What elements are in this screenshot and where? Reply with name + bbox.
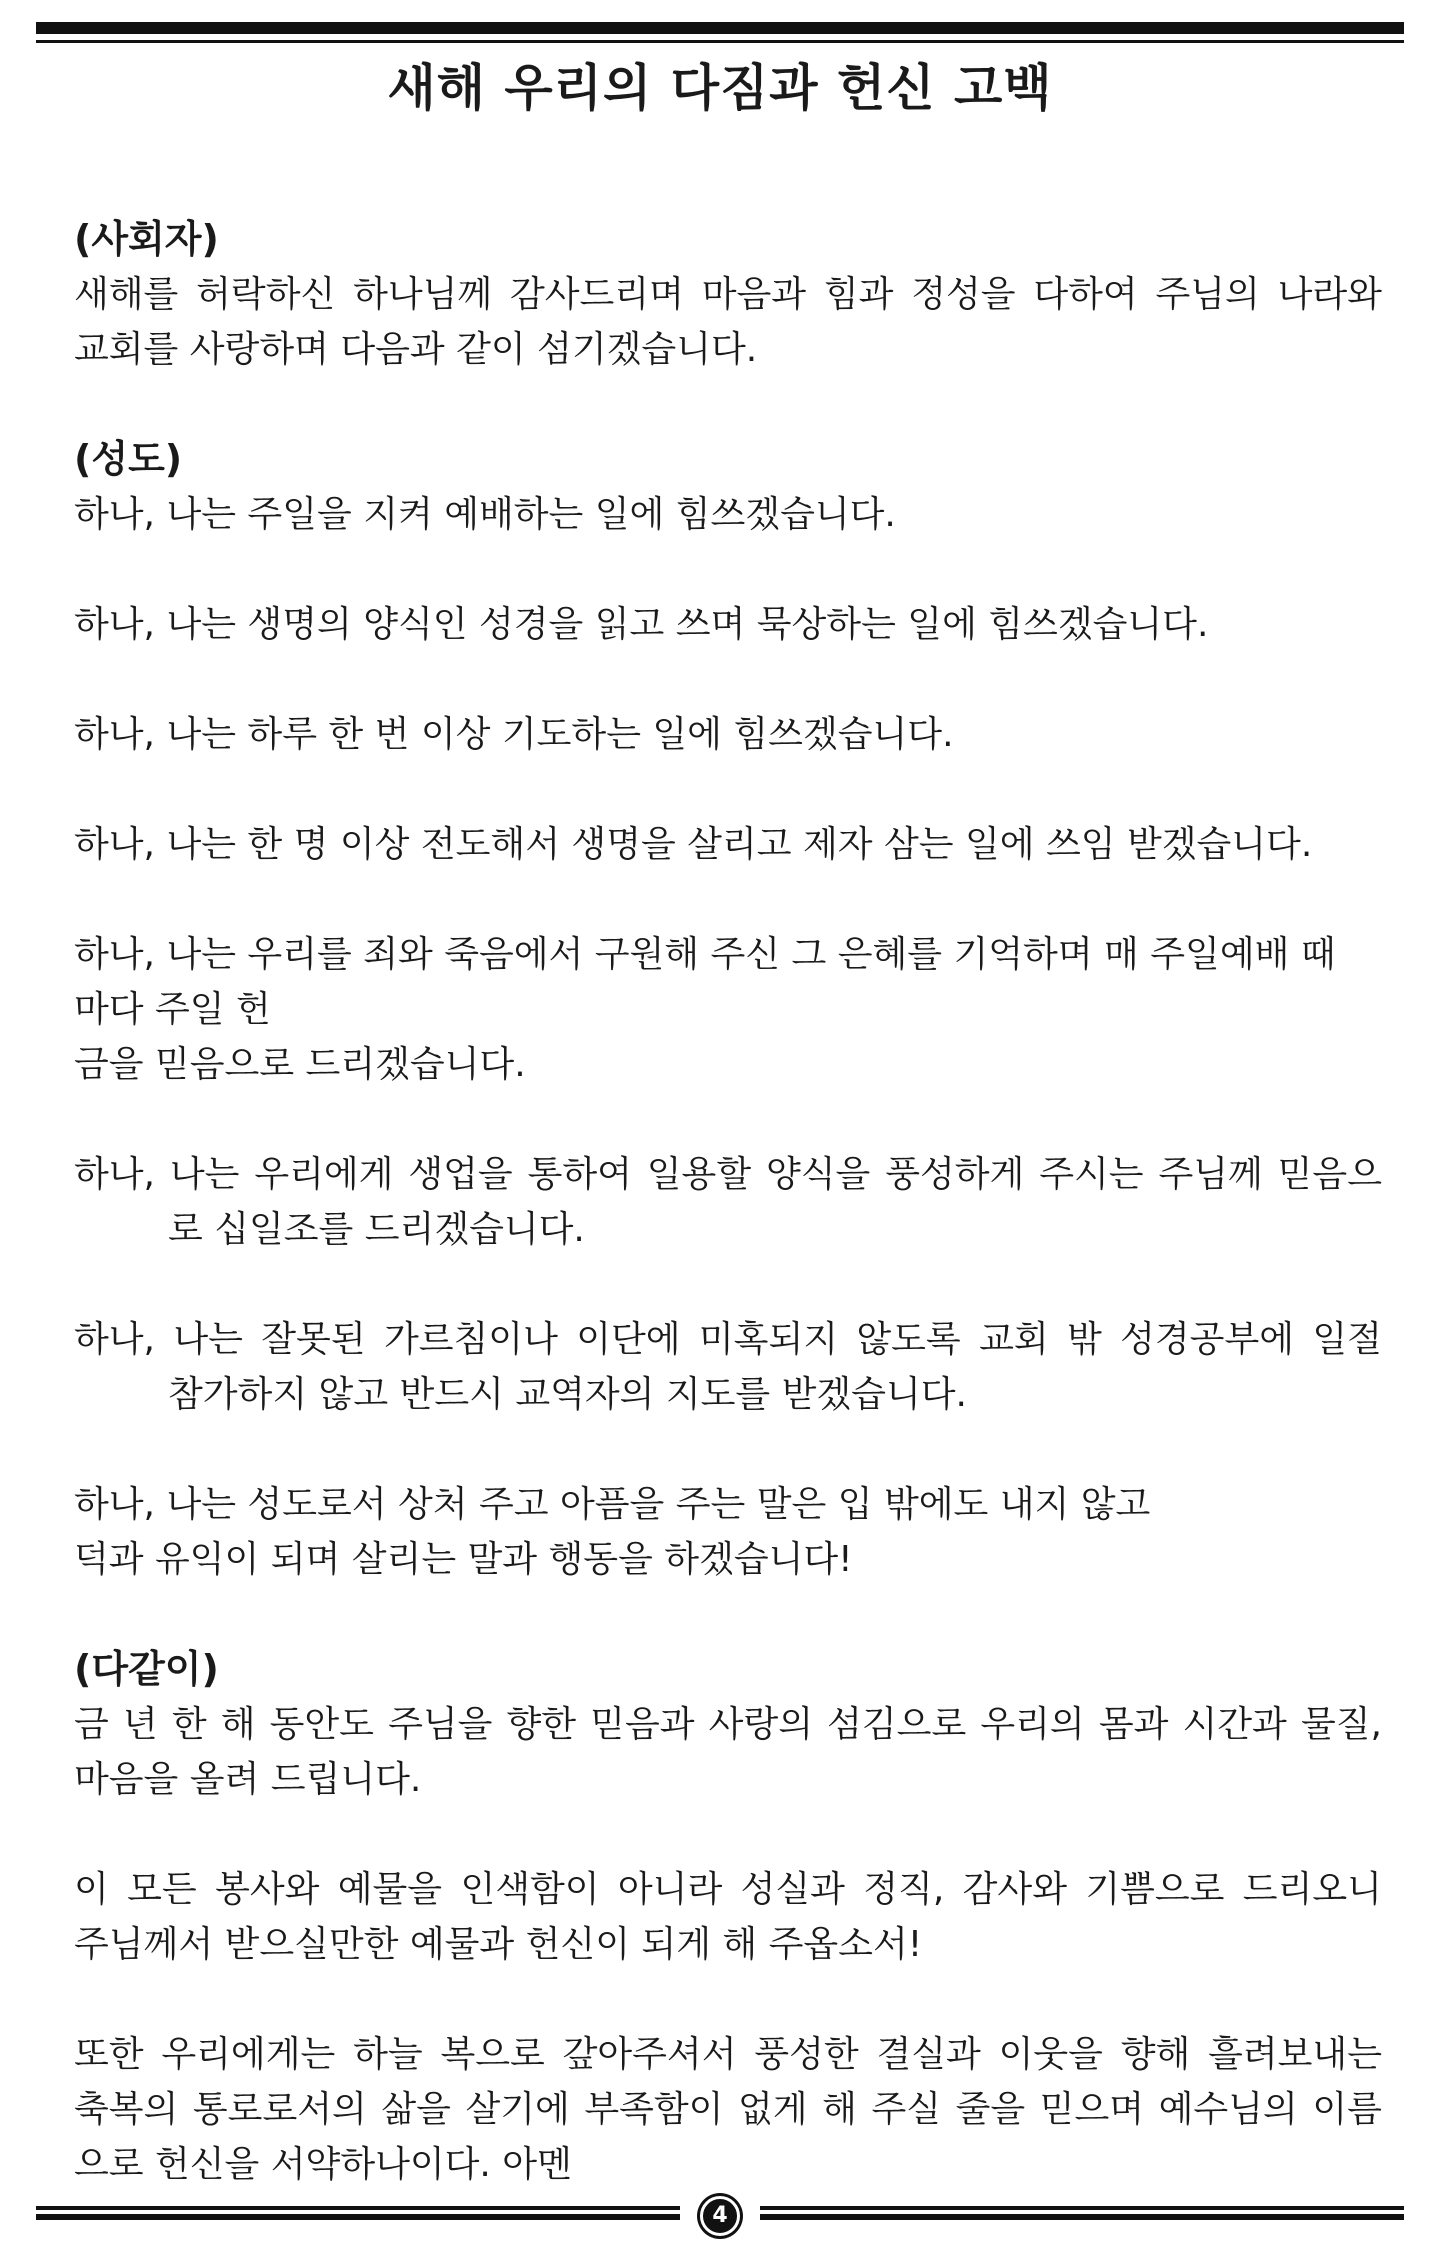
word: 나는: [173, 1319, 243, 1360]
word: 나라와: [1277, 274, 1382, 315]
word: 드리오니: [1242, 1869, 1382, 1910]
page-number: 4: [700, 2196, 740, 2236]
leader-line-1: [74, 267, 1382, 322]
saints-item-5-line-1: 하나, 나는 우리를 죄와 죽음에서 구원해 주신 그 은혜를 기억하며 매 주일예배 때: [74, 934, 1336, 975]
word: 이웃을: [998, 2034, 1103, 2075]
saints-item-8-line-1: 하나, 나는 성도로서 상처 주고 아픔을 주는 말은 입 밖에도 내지 않고: [74, 1484, 1151, 1525]
word: 또한: [74, 2034, 144, 2075]
saints-item-4: 하나, 나는 한 명 이상 전도해서 생명을 살리고 제자 삼는 일에 쓰임 받겠습니다.: [74, 824, 1313, 865]
word: 우리에게: [254, 1154, 394, 1195]
saints-heading: (성도): [74, 437, 183, 481]
all-para-2-line-1: [74, 1862, 1382, 1917]
word: 예물을: [337, 1869, 443, 1910]
word: 다하여: [1033, 274, 1138, 315]
word: 인색함이: [460, 1869, 600, 1910]
word: 밖: [1066, 1319, 1102, 1360]
all-para-1-line-1: [74, 1697, 1382, 1752]
all-para-1-line-2: 마음을 올려 드립니다.: [74, 1759, 422, 1800]
word: 믿음으: [1277, 1154, 1382, 1195]
word: 주님께: [1158, 1154, 1263, 1195]
word: 한: [171, 1704, 207, 1745]
saints-item-3: 하나, 나는 하루 한 번 이상 기도하는 일에 힘쓰겠습니다.: [74, 714, 954, 755]
word: 없게: [738, 2089, 808, 2130]
word: 양식을: [766, 1154, 871, 1195]
word: 허락하신: [196, 274, 336, 315]
word: 잘못된: [261, 1319, 366, 1360]
word: 통로로서의: [192, 2089, 367, 2130]
word: 물질,: [1300, 1704, 1382, 1745]
saints-item-8-line-2: 덕과 유익이 되며 살리는 말과 행동을 하겠습니다!: [74, 1539, 853, 1580]
footer-rule-right: [760, 2206, 1404, 2220]
word: 해: [220, 1704, 256, 1745]
word: 섬김으로: [827, 1704, 967, 1745]
footer-rule-left: [36, 2206, 680, 2220]
word: 결실과: [876, 2034, 981, 2075]
word: 주실: [871, 2089, 942, 2130]
word: 나는: [169, 1154, 240, 1195]
saints-item-2: 하나, 나는 생명의 양식인 성경을 읽고 쓰며 묵상하는 일에 힘쓰겠습니다.: [74, 604, 1209, 645]
word: 성실과: [740, 1869, 845, 1910]
word: 성경공부에: [1120, 1319, 1295, 1360]
word: 기쁨으로: [1085, 1869, 1225, 1910]
word: 교회: [979, 1319, 1049, 1360]
word: 향한: [506, 1704, 577, 1745]
word: 예수님의: [1158, 2089, 1298, 2130]
word: 주시는: [1039, 1154, 1144, 1195]
word: 해: [822, 2089, 857, 2130]
word: 가르침이나: [383, 1319, 558, 1360]
word: 정성을: [911, 274, 1016, 315]
word: 감사드리며: [509, 274, 684, 315]
word: 하나,: [74, 1319, 155, 1360]
word: 마음과: [701, 274, 807, 315]
saints-item-6-line-1: [74, 1147, 1382, 1202]
word: 이름: [1312, 2089, 1382, 2130]
word: 새해를: [74, 274, 179, 315]
word: 주님을: [388, 1704, 493, 1745]
word: 믿으며: [1039, 2089, 1145, 2130]
saints-item-6-line-2: 로 십일조를 드리겠습니다.: [168, 1209, 585, 1250]
word: 몸과: [1098, 1704, 1169, 1745]
word: 모든: [127, 1869, 197, 1910]
top-border: [36, 22, 1404, 43]
word: 하늘: [353, 2034, 423, 2075]
word: 흘려보내는: [1208, 2034, 1382, 2075]
page-footer: [36, 2196, 1404, 2234]
word: 우리에게는: [161, 2034, 336, 2075]
word: 동안도: [269, 1704, 374, 1745]
word: 통하여: [527, 1154, 632, 1195]
word: 삶을: [381, 2089, 451, 2130]
word: 풍성하게: [885, 1154, 1025, 1195]
word: 이단에: [576, 1319, 681, 1360]
word: 힘과: [823, 274, 894, 315]
word: 믿음과: [590, 1704, 695, 1745]
word: 봉사와: [215, 1869, 320, 1910]
all-para-3-line-3: 으로 헌신을 서약하나이다. 아멘: [74, 2144, 572, 2185]
word: 미혹되지: [698, 1319, 839, 1360]
all-para-3-line-2: [74, 2082, 1382, 2137]
word: 않도록: [856, 1319, 961, 1360]
leader-heading: (사회자): [74, 217, 219, 261]
top-border-thick: [36, 22, 1404, 34]
document-body: [74, 212, 1382, 2192]
all-para-3-line-1: [74, 2027, 1382, 2082]
page-title: 새해 우리의 다짐과 헌신 고백: [387, 59, 1053, 117]
word: 금: [74, 1704, 109, 1745]
word: 갚아주셔서: [562, 2034, 737, 2075]
word: 년: [122, 1704, 158, 1745]
word: 부족함이: [584, 2089, 724, 2130]
word: 주님의: [1155, 274, 1260, 315]
word: 사랑의: [708, 1704, 813, 1745]
saints-item-7-line-1: [74, 1312, 1382, 1367]
leader-line-2: 교회를 사랑하며 다음과 같이 섬기겠습니다.: [74, 329, 758, 370]
word: 정직,: [863, 1869, 945, 1910]
saints-item-1: 하나, 나는 주일을 지켜 예배하는 일에 힘쓰겠습니다.: [74, 494, 896, 535]
word: 향해: [1120, 2034, 1191, 2075]
saints-item-5-line-3: 금을 믿음으로 드리겠습니다.: [74, 1044, 526, 1085]
top-border-thin: [36, 40, 1404, 43]
word: 시간과: [1182, 1704, 1287, 1745]
saints-item-5-line-2: 마다 주일 헌: [74, 989, 271, 1030]
word: 우리의: [980, 1704, 1085, 1745]
word: 복으로: [440, 2034, 545, 2075]
word: 생업을: [408, 1154, 513, 1195]
word: 하나님께: [353, 274, 493, 315]
word: 감사와: [962, 1869, 1067, 1910]
all-para-2-line-2: 주님께서 받으실만한 예물과 헌신이 되게 해 주옵소서!: [74, 1924, 923, 1965]
saints-item-7-line-2: 참가하지 않고 반드시 교역자의 지도를 받겠습니다.: [168, 1374, 967, 1415]
word: 축복의: [74, 2089, 179, 2130]
word: 아니라: [617, 1869, 723, 1910]
all-heading: (다같이): [74, 1647, 219, 1691]
word: 이: [74, 1869, 109, 1910]
word: 하나,: [74, 1154, 155, 1195]
word: 풍성한: [754, 2034, 859, 2075]
word: 일절: [1312, 1319, 1382, 1360]
word: 살기에: [465, 2089, 570, 2130]
word: 일용할: [646, 1154, 752, 1195]
word: 줄을: [955, 2089, 1026, 2130]
